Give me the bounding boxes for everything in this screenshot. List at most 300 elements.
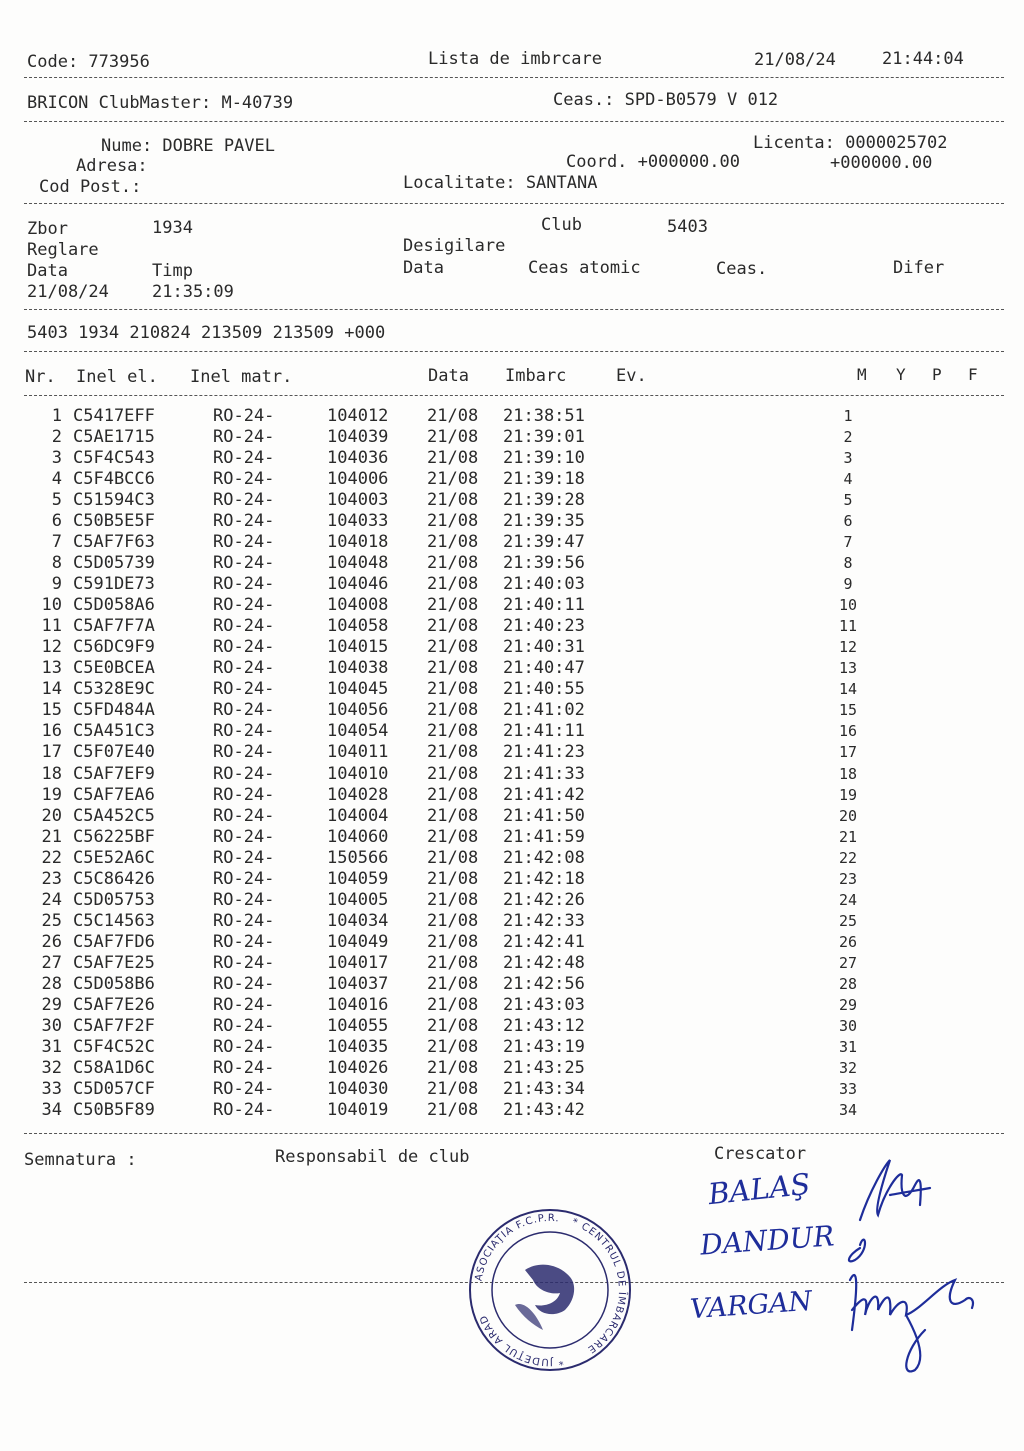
row-number: 26 <box>41 931 62 952</box>
electronic-ring: C591DE73 <box>73 574 155 595</box>
boarding-time: 21:40:23 <box>503 616 585 637</box>
electronic-ring: C5F4C52C <box>73 1036 155 1057</box>
boarding-date: 21/08 <box>427 847 479 868</box>
table-row <box>0 595 1024 616</box>
electronic-ring: C5AE1715 <box>73 427 155 448</box>
ring-prefix: RO-24- <box>213 490 275 511</box>
ring-prefix: RO-24- <box>213 994 275 1015</box>
m-count: 16 <box>838 722 858 741</box>
electronic-ring: C5AF7F2F <box>73 1015 155 1036</box>
boarding-time: 21:40:55 <box>503 679 585 700</box>
divider <box>24 77 1004 78</box>
coordinates-2: +000000.00 <box>830 153 933 173</box>
owner-name: Nume: DOBRE PAVEL <box>101 136 275 156</box>
boarding-time: 21:43:12 <box>503 1015 585 1036</box>
m-count: 22 <box>838 848 858 867</box>
row-number: 15 <box>41 700 62 721</box>
row-number: 32 <box>41 1057 62 1078</box>
boarding-time: 21:39:10 <box>503 448 585 469</box>
boarding-time: 21:39:01 <box>503 427 585 448</box>
signature-label: Semnatura : <box>24 1150 137 1170</box>
col-imbarc: Imbarc <box>505 366 567 386</box>
electronic-ring: C5F07E40 <box>73 742 155 763</box>
boarding-time: 21:43:42 <box>503 1099 585 1120</box>
signature-scribbles <box>830 1150 1020 1380</box>
electronic-ring: C50B5E5F <box>73 511 155 532</box>
boarding-date: 21/08 <box>427 1099 479 1120</box>
row-number: 7 <box>51 532 62 553</box>
boarding-time: 21:41:11 <box>503 721 585 742</box>
electronic-ring: C56225BF <box>73 826 155 847</box>
boarding-date: 21/08 <box>427 742 479 763</box>
club-master: BRICON ClubMaster: M-40739 <box>27 93 294 113</box>
m-count: 21 <box>838 827 858 846</box>
row-number: 20 <box>41 805 62 826</box>
ring-prefix: RO-24- <box>213 637 275 658</box>
boarding-date: 21/08 <box>427 1078 479 1099</box>
m-count: 31 <box>838 1037 858 1056</box>
table-row <box>0 890 1024 911</box>
boarding-time: 21:42:41 <box>503 931 585 952</box>
m-count: 4 <box>843 470 853 489</box>
electronic-ring: C5AF7F63 <box>73 532 155 553</box>
coordinates: Coord. +000000.00 <box>566 152 740 172</box>
electronic-ring: C5D05739 <box>73 553 155 574</box>
boarding-date: 21/08 <box>427 679 479 700</box>
electronic-ring: C5D05753 <box>73 889 155 910</box>
unsealing-label: Desigilare <box>403 236 506 256</box>
ring-number: 104056 <box>327 700 389 721</box>
clock-label: Ceas. <box>716 259 768 279</box>
boarding-date: 21/08 <box>427 658 479 679</box>
ring-prefix: RO-24- <box>213 826 275 847</box>
table-row <box>0 469 1024 490</box>
electronic-ring: C5E0BCEA <box>73 658 155 679</box>
row-number: 5 <box>51 490 62 511</box>
ring-prefix: RO-24- <box>213 1057 275 1078</box>
table-row <box>0 448 1024 469</box>
m-count: 2 <box>843 428 853 447</box>
m-count: 3 <box>843 449 853 468</box>
setting-label: Reglare <box>27 240 99 260</box>
row-number: 2 <box>51 427 62 448</box>
ring-prefix: RO-24- <box>213 532 275 553</box>
table-row <box>0 427 1024 448</box>
row-number: 8 <box>51 553 62 574</box>
electronic-ring: C5D058B6 <box>73 973 155 994</box>
electronic-ring: C50B5F89 <box>73 1099 155 1120</box>
ring-prefix: RO-24- <box>213 553 275 574</box>
table-row <box>0 974 1024 995</box>
stamp-top-text: * CENTRUL DE ÎMBARCARE <box>570 1216 628 1356</box>
divider <box>24 203 1004 204</box>
header-time: 21:44:04 <box>882 49 964 69</box>
m-count: 11 <box>838 617 858 636</box>
table-row <box>0 490 1024 511</box>
ring-prefix: RO-24- <box>213 406 275 426</box>
row-number: 3 <box>51 448 62 469</box>
row-number: 21 <box>41 826 62 847</box>
boarding-date: 21/08 <box>427 994 479 1015</box>
col-f: F <box>968 365 978 384</box>
row-number: 28 <box>41 973 62 994</box>
boarding-time: 21:39:47 <box>503 532 585 553</box>
boarding-time: 21:39:28 <box>503 490 585 511</box>
boarding-time: 21:43:19 <box>503 1036 585 1057</box>
setting-time: 21:35:09 <box>152 282 234 302</box>
document-title: Lista de imbrcare <box>428 49 602 69</box>
table-row <box>0 1058 1024 1079</box>
m-count: 10 <box>838 596 858 615</box>
m-count: 28 <box>838 974 858 993</box>
table-row <box>0 616 1024 637</box>
ring-number: 104004 <box>327 805 389 826</box>
table-row <box>0 574 1024 595</box>
boarding-date: 21/08 <box>427 574 479 595</box>
address-label: Adresa: <box>76 156 148 176</box>
electronic-ring: C56DC9F9 <box>73 637 155 658</box>
electronic-ring: C5D057CF <box>73 1078 155 1099</box>
boarding-time: 21:43:03 <box>503 994 585 1015</box>
electronic-ring: C5F4C543 <box>73 448 155 469</box>
row-number: 13 <box>41 658 62 679</box>
ring-prefix: RO-24- <box>213 595 275 616</box>
row-number: 10 <box>41 595 62 616</box>
m-count: 7 <box>843 533 853 552</box>
postal-code-label: Cod Post.: <box>39 177 142 197</box>
boarding-time: 21:40:47 <box>503 658 585 679</box>
table-row <box>0 637 1024 658</box>
boarding-time: 21:42:48 <box>503 952 585 973</box>
table-row <box>0 995 1024 1016</box>
row-number: 1 <box>51 406 62 426</box>
electronic-ring: C5AF7EF9 <box>73 763 155 784</box>
ring-number: 104055 <box>327 1015 389 1036</box>
electronic-ring: C5AF7EA6 <box>73 784 155 805</box>
ring-number: 104016 <box>327 994 389 1015</box>
boarding-time: 21:41:33 <box>503 763 585 784</box>
table-row <box>0 764 1024 785</box>
ring-prefix: RO-24- <box>213 511 275 532</box>
table-row <box>0 406 1024 427</box>
row-number: 4 <box>51 469 62 490</box>
boarding-time: 21:39:18 <box>503 469 585 490</box>
m-count: 29 <box>838 995 858 1014</box>
electronic-ring: C5C86426 <box>73 868 155 889</box>
boarding-date: 21/08 <box>427 910 479 931</box>
m-count: 20 <box>838 806 858 825</box>
row-number: 11 <box>41 616 62 637</box>
ring-prefix: RO-24- <box>213 448 275 469</box>
electronic-ring: C5A451C3 <box>73 721 155 742</box>
handwritten-name-3: VARGAN <box>689 1285 814 1326</box>
boarding-date: 21/08 <box>427 1015 479 1036</box>
electronic-ring: C51594C3 <box>73 490 155 511</box>
ring-number: 104030 <box>327 1078 389 1099</box>
table-row <box>0 700 1024 721</box>
club-label: Club <box>541 215 582 235</box>
boarding-date: 21/08 <box>427 784 479 805</box>
boarding-time: 21:39:35 <box>503 511 585 532</box>
ring-number: 104036 <box>327 448 389 469</box>
summary-line: 5403 1934 210824 213509 213509 +000 <box>27 323 386 343</box>
table-row <box>0 848 1024 869</box>
stamp-right-text: * JUDEŢUL ARAD <box>477 1312 565 1368</box>
boarding-date: 21/08 <box>427 406 479 426</box>
ring-number: 104060 <box>327 826 389 847</box>
divider <box>24 1133 1004 1134</box>
col-inel-matr: Inel matr. <box>190 367 293 387</box>
boarding-date: 21/08 <box>427 595 479 616</box>
boarding-time: 21:42:08 <box>503 847 585 868</box>
ring-number: 104019 <box>327 1099 389 1120</box>
row-number: 19 <box>41 784 62 805</box>
boarding-date: 21/08 <box>427 973 479 994</box>
boarding-date: 21/08 <box>427 721 479 742</box>
ring-number: 104010 <box>327 763 389 784</box>
boarding-date: 21/08 <box>427 763 479 784</box>
locality: Localitate: SANTANA <box>403 173 598 193</box>
flight-label: Zbor <box>27 219 68 239</box>
table-row <box>0 932 1024 953</box>
ring-number: 104033 <box>327 511 389 532</box>
table-row <box>0 869 1024 890</box>
divider <box>24 121 1004 122</box>
boarding-time: 21:42:26 <box>503 889 585 910</box>
boarding-time: 21:41:50 <box>503 805 585 826</box>
row-number: 30 <box>41 1015 62 1036</box>
ring-prefix: RO-24- <box>213 469 275 490</box>
boarding-time: 21:41:23 <box>503 742 585 763</box>
code-label: Code: 773956 <box>27 52 150 72</box>
ring-number: 104034 <box>327 910 389 931</box>
electronic-ring: C5AF7FD6 <box>73 931 155 952</box>
col-nr: Nr. <box>25 367 56 387</box>
boarding-date: 21/08 <box>427 931 479 952</box>
ring-prefix: RO-24- <box>213 1015 275 1036</box>
ring-prefix: RO-24- <box>213 1036 275 1057</box>
flight-number: 1934 <box>152 218 193 238</box>
ring-prefix: RO-24- <box>213 973 275 994</box>
table-row <box>0 1100 1024 1121</box>
boarding-date: 21/08 <box>427 427 479 448</box>
boarding-date: 21/08 <box>427 1057 479 1078</box>
stamp-left-text: ASOCIAŢIA F.C.P.R. <box>473 1212 561 1282</box>
breeder-label: Crescator <box>714 1144 807 1164</box>
ring-prefix: RO-24- <box>213 658 275 679</box>
ring-number: 104054 <box>327 721 389 742</box>
table-row <box>0 1016 1024 1037</box>
ring-number: 104017 <box>327 952 389 973</box>
electronic-ring: C5417EFF <box>73 406 155 426</box>
boarding-time: 21:40:31 <box>503 637 585 658</box>
row-number: 14 <box>41 679 62 700</box>
boarding-date: 21/08 <box>427 637 479 658</box>
row-number: 33 <box>41 1078 62 1099</box>
ring-prefix: RO-24- <box>213 889 275 910</box>
ring-prefix: RO-24- <box>213 910 275 931</box>
ring-number: 104028 <box>327 784 389 805</box>
table-row <box>0 553 1024 574</box>
table-row <box>0 827 1024 848</box>
m-count: 12 <box>838 638 858 657</box>
boarding-time: 21:39:56 <box>503 553 585 574</box>
ring-number: 104008 <box>327 595 389 616</box>
m-count: 34 <box>838 1100 858 1119</box>
ring-prefix: RO-24- <box>213 763 275 784</box>
electronic-ring: C5E52A6C <box>73 847 155 868</box>
boarding-date: 21/08 <box>427 1036 479 1057</box>
ring-prefix: RO-24- <box>213 700 275 721</box>
ring-number: 104035 <box>327 1036 389 1057</box>
atomic-clock-label: Ceas atomic <box>528 258 641 278</box>
boarding-time: 21:42:56 <box>503 973 585 994</box>
table-row <box>0 721 1024 742</box>
m-count: 15 <box>838 701 858 720</box>
ring-prefix: RO-24- <box>213 574 275 595</box>
difference-label: Difer <box>893 258 945 278</box>
boarding-time: 21:41:59 <box>503 826 585 847</box>
row-number: 23 <box>41 868 62 889</box>
col-p: P <box>932 365 942 384</box>
col-y: Y <box>896 365 906 384</box>
boarding-time: 21:42:18 <box>503 868 585 889</box>
ring-prefix: RO-24- <box>213 931 275 952</box>
table-row <box>0 911 1024 932</box>
boarding-date: 21/08 <box>427 532 479 553</box>
table-row <box>0 785 1024 806</box>
ring-prefix: RO-24- <box>213 847 275 868</box>
ring-number: 150566 <box>327 847 389 868</box>
ring-number: 104026 <box>327 1057 389 1078</box>
m-count: 26 <box>838 932 858 951</box>
club-number: 5403 <box>667 217 708 237</box>
electronic-ring: C5F4BCC6 <box>73 469 155 490</box>
handwritten-name-2: DANDUR <box>699 1219 836 1262</box>
boarding-date: 21/08 <box>427 616 479 637</box>
m-count: 6 <box>843 512 853 531</box>
electronic-ring: C5AF7E25 <box>73 952 155 973</box>
row-number: 22 <box>41 847 62 868</box>
col-ev: Ev. <box>616 366 647 386</box>
row-number: 31 <box>41 1036 62 1057</box>
ring-number: 104012 <box>327 406 389 426</box>
boarding-date: 21/08 <box>427 448 479 469</box>
header-date: 21/08/24 <box>754 50 836 70</box>
m-count: 8 <box>843 554 853 573</box>
col-m: M <box>857 365 867 384</box>
association-stamp-icon <box>465 1205 635 1375</box>
boarding-time: 21:41:42 <box>503 784 585 805</box>
ring-prefix: RO-24- <box>213 784 275 805</box>
ring-number: 104048 <box>327 553 389 574</box>
electronic-ring: C5A452C5 <box>73 805 155 826</box>
electronic-ring: C5C14563 <box>73 910 155 931</box>
ring-prefix: RO-24- <box>213 679 275 700</box>
m-count: 18 <box>838 764 858 783</box>
boarding-date: 21/08 <box>427 511 479 532</box>
handwritten-name-1: BALAŞ <box>706 1166 812 1212</box>
table-row <box>0 953 1024 974</box>
row-number: 17 <box>41 742 62 763</box>
ring-number: 104005 <box>327 889 389 910</box>
unsealing-date-label: Data <box>403 258 444 278</box>
row-number: 29 <box>41 994 62 1015</box>
ring-prefix: RO-24- <box>213 1078 275 1099</box>
boarding-date: 21/08 <box>427 826 479 847</box>
table-row <box>0 679 1024 700</box>
row-number: 24 <box>41 889 62 910</box>
boarding-time: 21:38:51 <box>503 406 585 426</box>
ring-number: 104006 <box>327 469 389 490</box>
electronic-ring: C5AF7F7A <box>73 616 155 637</box>
ring-number: 104038 <box>327 658 389 679</box>
boarding-time: 21:42:33 <box>503 910 585 931</box>
boarding-time: 21:43:25 <box>503 1057 585 1078</box>
boarding-date: 21/08 <box>427 952 479 973</box>
electronic-ring: C58A1D6C <box>73 1057 155 1078</box>
electronic-ring: C5328E9C <box>73 679 155 700</box>
boarding-date: 21/08 <box>427 469 479 490</box>
divider <box>24 309 1004 310</box>
ring-number: 104058 <box>327 616 389 637</box>
m-count: 27 <box>838 953 858 972</box>
ring-prefix: RO-24- <box>213 952 275 973</box>
m-count: 25 <box>838 911 858 930</box>
boarding-date: 21/08 <box>427 805 479 826</box>
col-data: Data <box>428 366 469 386</box>
table-row <box>0 658 1024 679</box>
m-count: 33 <box>838 1079 858 1098</box>
m-count: 19 <box>838 785 858 804</box>
ring-number: 104045 <box>327 679 389 700</box>
row-number: 12 <box>41 637 62 658</box>
ring-number: 104049 <box>327 931 389 952</box>
row-number: 27 <box>41 952 62 973</box>
ring-number: 104011 <box>327 742 389 763</box>
ring-prefix: RO-24- <box>213 427 275 448</box>
boarding-date: 21/08 <box>427 490 479 511</box>
electronic-ring: C5D058A6 <box>73 595 155 616</box>
ring-number: 104003 <box>327 490 389 511</box>
svg-text:* CENTRUL DE ÎMBARCARE <box>570 1217 629 1355</box>
row-number: 6 <box>51 511 62 532</box>
boarding-time: 21:40:03 <box>503 574 585 595</box>
boarding-date: 21/08 <box>427 553 479 574</box>
ring-prefix: RO-24- <box>213 805 275 826</box>
m-count: 24 <box>838 890 858 909</box>
boarding-time: 21:40:11 <box>503 595 585 616</box>
clock-id: Ceas.: SPD-B0579 V 012 <box>553 90 779 110</box>
m-count: 23 <box>838 869 858 888</box>
license-number: Licenta: 0000025702 <box>753 133 948 153</box>
ring-number: 104039 <box>327 427 389 448</box>
electronic-ring: C5AF7E26 <box>73 994 155 1015</box>
table-row <box>0 1037 1024 1058</box>
row-number: 25 <box>41 910 62 931</box>
ring-number: 104037 <box>327 973 389 994</box>
row-number: 18 <box>41 763 62 784</box>
m-count: 32 <box>838 1058 858 1077</box>
boarding-date: 21/08 <box>427 700 479 721</box>
table-row <box>0 511 1024 532</box>
divider <box>24 351 1004 352</box>
setting-date-label: Data <box>27 261 68 281</box>
row-number: 34 <box>41 1099 62 1120</box>
row-number: 9 <box>51 574 62 595</box>
table-row <box>0 742 1024 763</box>
m-count: 17 <box>838 743 858 762</box>
